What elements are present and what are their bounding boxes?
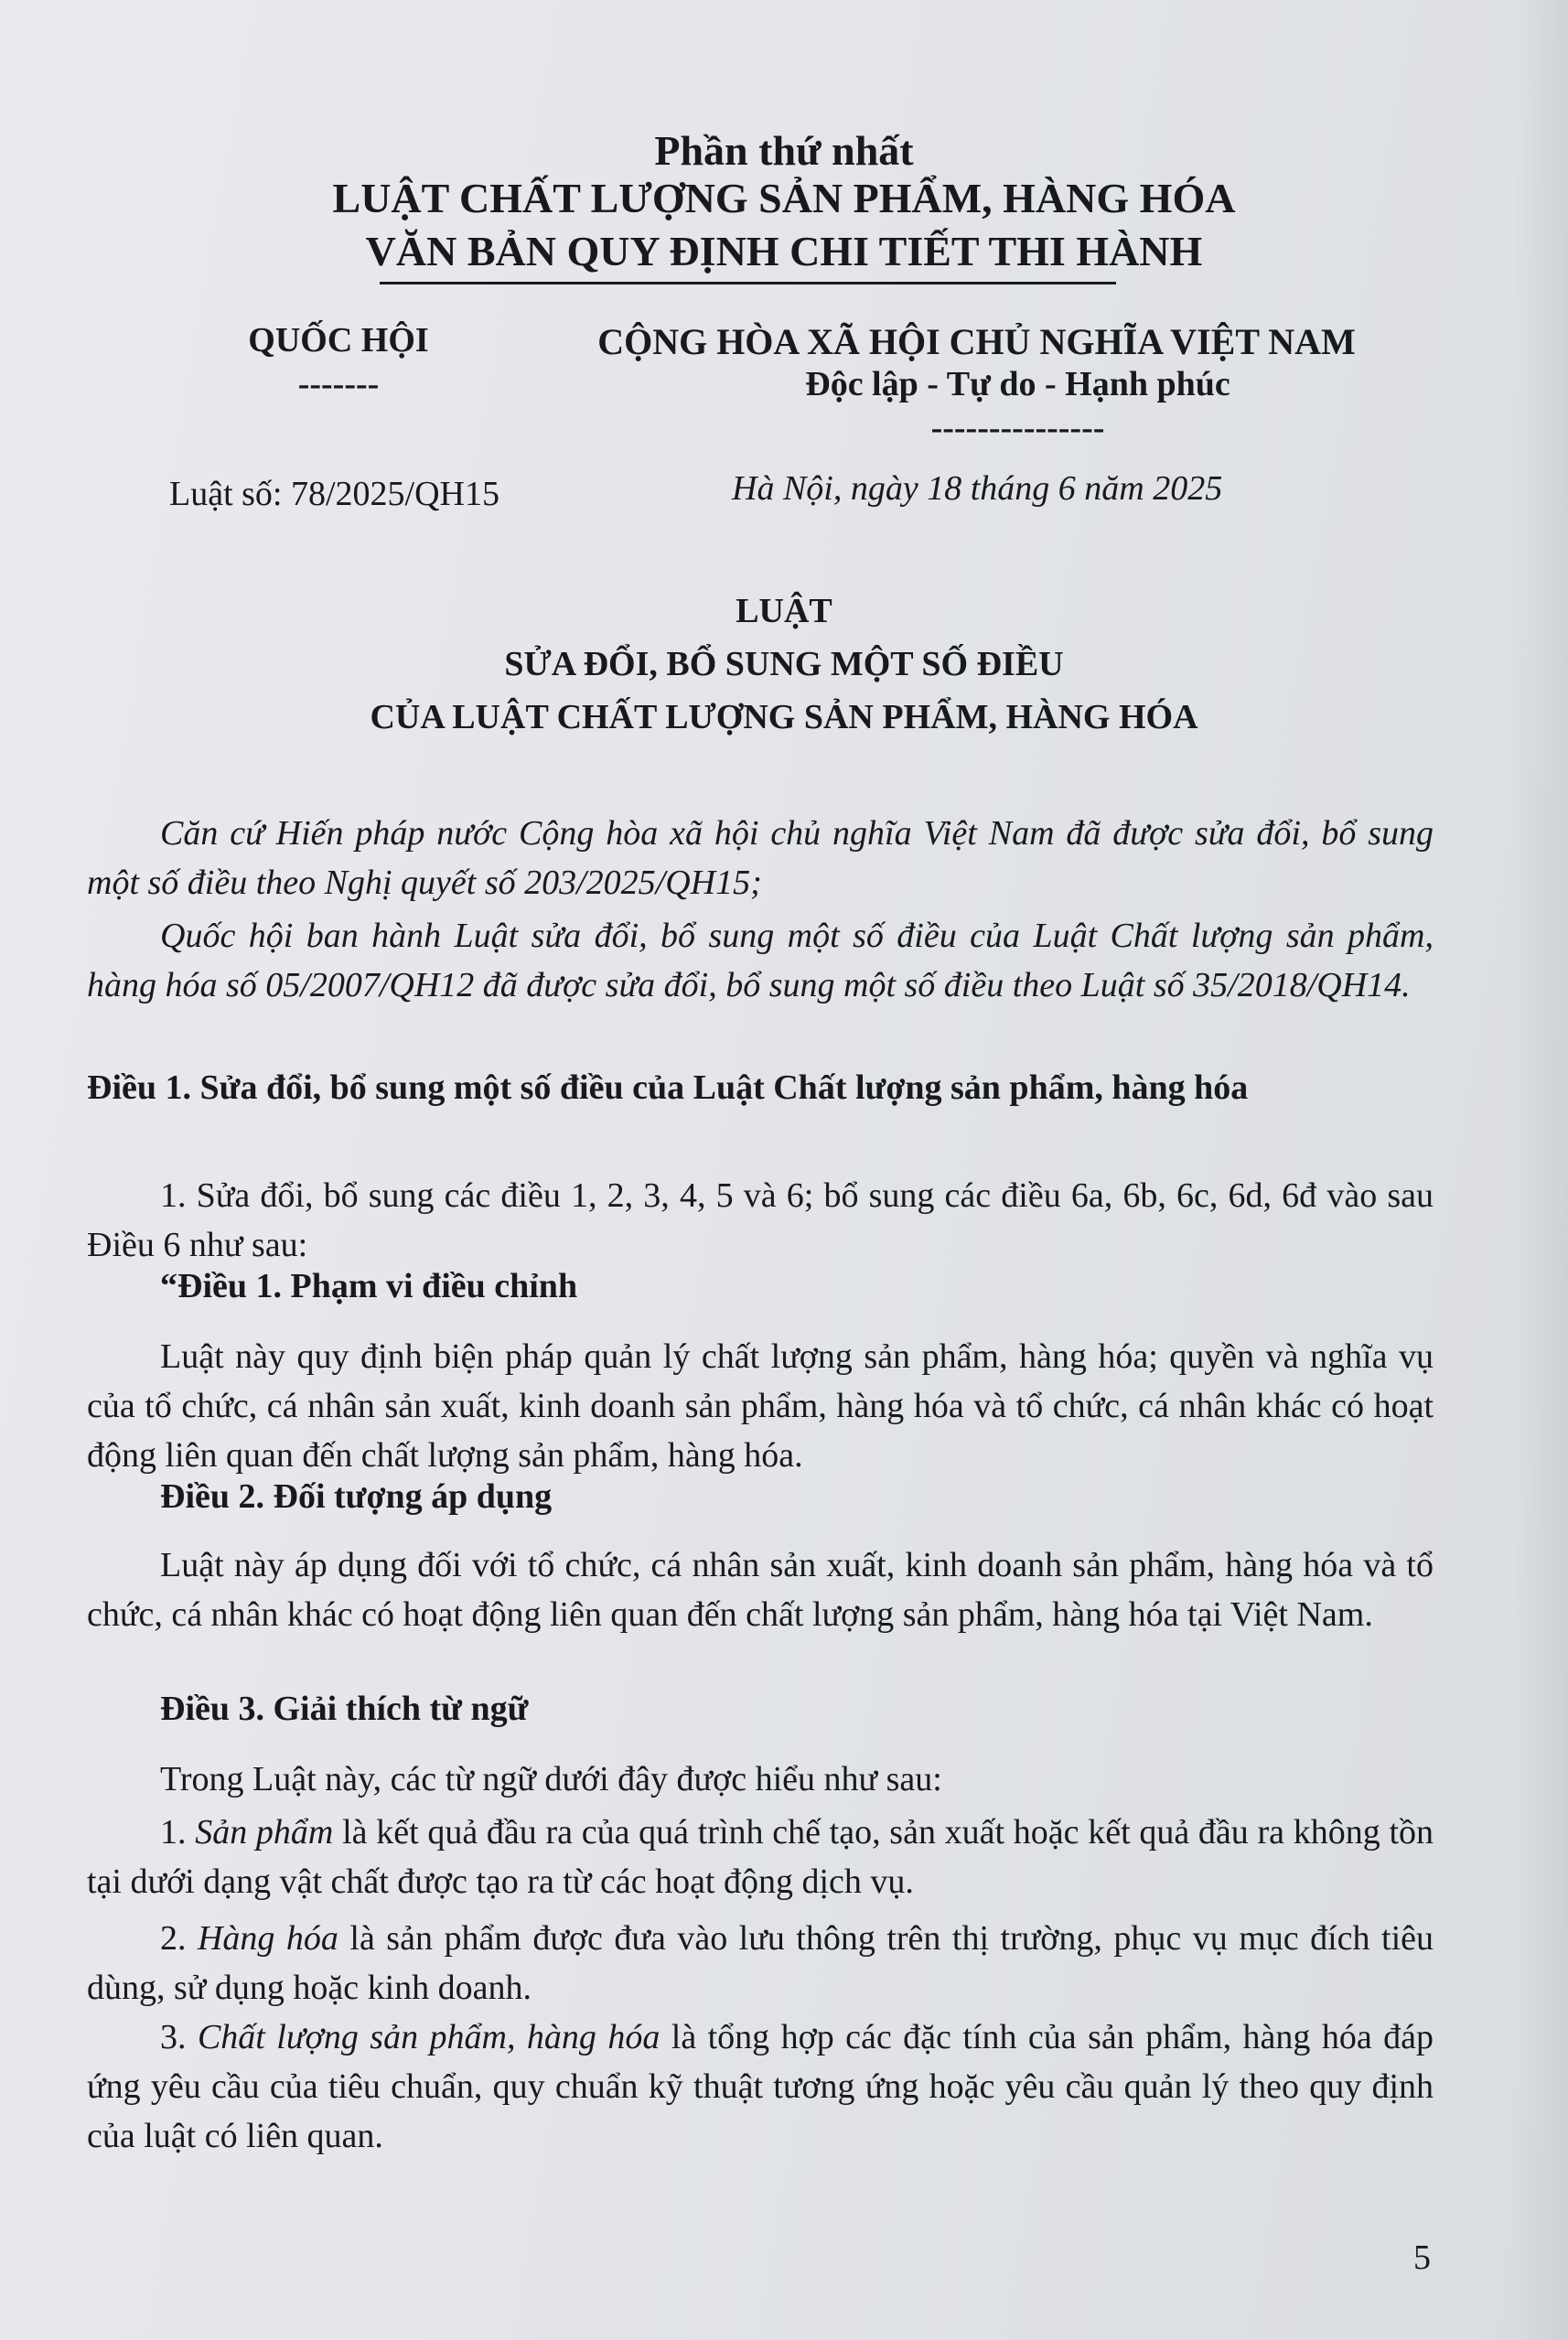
preamble bbox=[87, 809, 1434, 1010]
main-title-line-2: VĂN BẢN QUY ĐỊNH CHI TIẾT THI HÀNH bbox=[365, 228, 1203, 274]
section-3-intro: Trong Luật này, các từ ngữ dưới đây được hiểu như sau: bbox=[160, 1760, 942, 1798]
nation-motto: Độc lập - Tự do - Hạnh phúc bbox=[805, 365, 1230, 403]
preamble-basis: Căn cứ Hiến pháp nước Cộng hòa xã hội chủ nghĩa Việt Nam đã được sửa đổi, bổ sung một số điều theo Nghị quyết số 203/2025/QH15; bbox=[87, 814, 1434, 902]
definition-3 bbox=[87, 2013, 1434, 2161]
issuer-name: QUỐC HỘI bbox=[248, 321, 429, 360]
preamble-enactment: Quốc hội ban hành Luật sửa đổi, bổ sung một số điều của Luật Chất lượng sản phẩm, hàng hóa số 05/2007/QH12 đã được sửa đổi, bổ sung một số điều theo Luật số 35/2018/QH14. bbox=[87, 917, 1434, 1004]
motto-separator: --------------- bbox=[930, 409, 1105, 447]
law-title: LUẬT bbox=[736, 592, 832, 630]
definition-1-term: Sản phẩm bbox=[195, 1813, 334, 1852]
definition-2-number: 2. bbox=[160, 1919, 198, 1958]
article-1-title: Điều 1. Sửa đổi, bổ sung một số điều của Luật Chất lượng sản phẩm, hàng hóa bbox=[87, 1068, 1249, 1107]
definition-3-number: 3. bbox=[160, 2018, 198, 2056]
definition-2-term: Hàng hóa bbox=[197, 1919, 338, 1958]
definition-2-text: là sản phẩm được đưa vào lưu thông trên thị trường, phục vụ mục đích tiêu dùng, sử dụng hoặc kinh doanh. bbox=[87, 1919, 1434, 2007]
definition-1-text: là kết quả đầu ra của quá trình chế tạo, sản xuất hoặc kết quả đầu ra không tồn tại dưới dạng vật chất được tạo ra từ các hoạt động dịch vụ. bbox=[87, 1813, 1434, 1901]
law-subtitle-1: SỬA ĐỔI, BỔ SUNG MỘT SỐ ĐIỀU bbox=[504, 645, 1064, 683]
page-number: 5 bbox=[1413, 2238, 1431, 2277]
law-number: Luật số: 78/2025/QH15 bbox=[169, 475, 499, 513]
law-subtitle-2: CỦA LUẬT CHẤT LƯỢNG SẢN PHẨM, HÀNG HÓA bbox=[370, 698, 1198, 736]
section-2-body: Luật này áp dụng đối với tổ chức, cá nhân sản xuất, kinh doanh sản phẩm, hàng hóa và tổ chức, cá nhân khác có hoạt động liên quan đến chất lượng sản phẩm, hàng hóa tại Việt Nam. bbox=[87, 1546, 1434, 1634]
section-3-title: Điều 3. Giải thích từ ngữ bbox=[160, 1690, 529, 1728]
amendment-clause-1: 1. Sửa đổi, bổ sung các điều 1, 2, 3, 4, 5 và 6; bổ sung các điều 6a, 6b, 6c, 6d, 6đ vào sau Điều 6 như sau: bbox=[87, 1176, 1434, 1264]
main-title-line-1: LUẬT CHẤT LƯỢNG SẢN PHẨM, HÀNG HÓA bbox=[332, 175, 1236, 221]
nation-name: CỘNG HÒA XÃ HỘI CHỦ NGHĨA VIỆT NAM bbox=[597, 321, 1356, 362]
definition-3-text: là tổng hợp các đặc tính của sản phẩm, hàng hóa đáp ứng yêu cầu của tiêu chuẩn, quy chuẩn kỹ thuật tương ứng hoặc yêu cầu quản lý theo quy định của luật có liên quan. bbox=[87, 2018, 1434, 2155]
title-underline bbox=[380, 282, 1116, 284]
definition-1-number: 1. bbox=[160, 1813, 196, 1852]
definition-1 bbox=[87, 1808, 1434, 1906]
section-1-body: Luật này quy định biện pháp quản lý chất lượng sản phẩm, hàng hóa; quyền và nghĩa vụ của tổ chức, cá nhân sản xuất, kinh doanh sản phẩm, hàng hóa và tổ chức, cá nhân khác có hoạt động liên quan đến chất lượng sản phẩm, hàng hóa. bbox=[87, 1337, 1434, 1475]
section-1-title: “Điều 1. Phạm vi điều chỉnh bbox=[160, 1267, 578, 1305]
definition-2 bbox=[87, 1914, 1434, 2013]
part-title: Phần thứ nhất bbox=[654, 127, 914, 174]
place-and-date: Hà Nội, ngày 18 tháng 6 năm 2025 bbox=[732, 469, 1223, 508]
issuer-separator: ------- bbox=[297, 365, 380, 403]
definition-3-term: Chất lượng sản phẩm, hàng hóa bbox=[197, 2018, 660, 2056]
section-2-title: Điều 2. Đối tượng áp dụng bbox=[160, 1477, 553, 1516]
